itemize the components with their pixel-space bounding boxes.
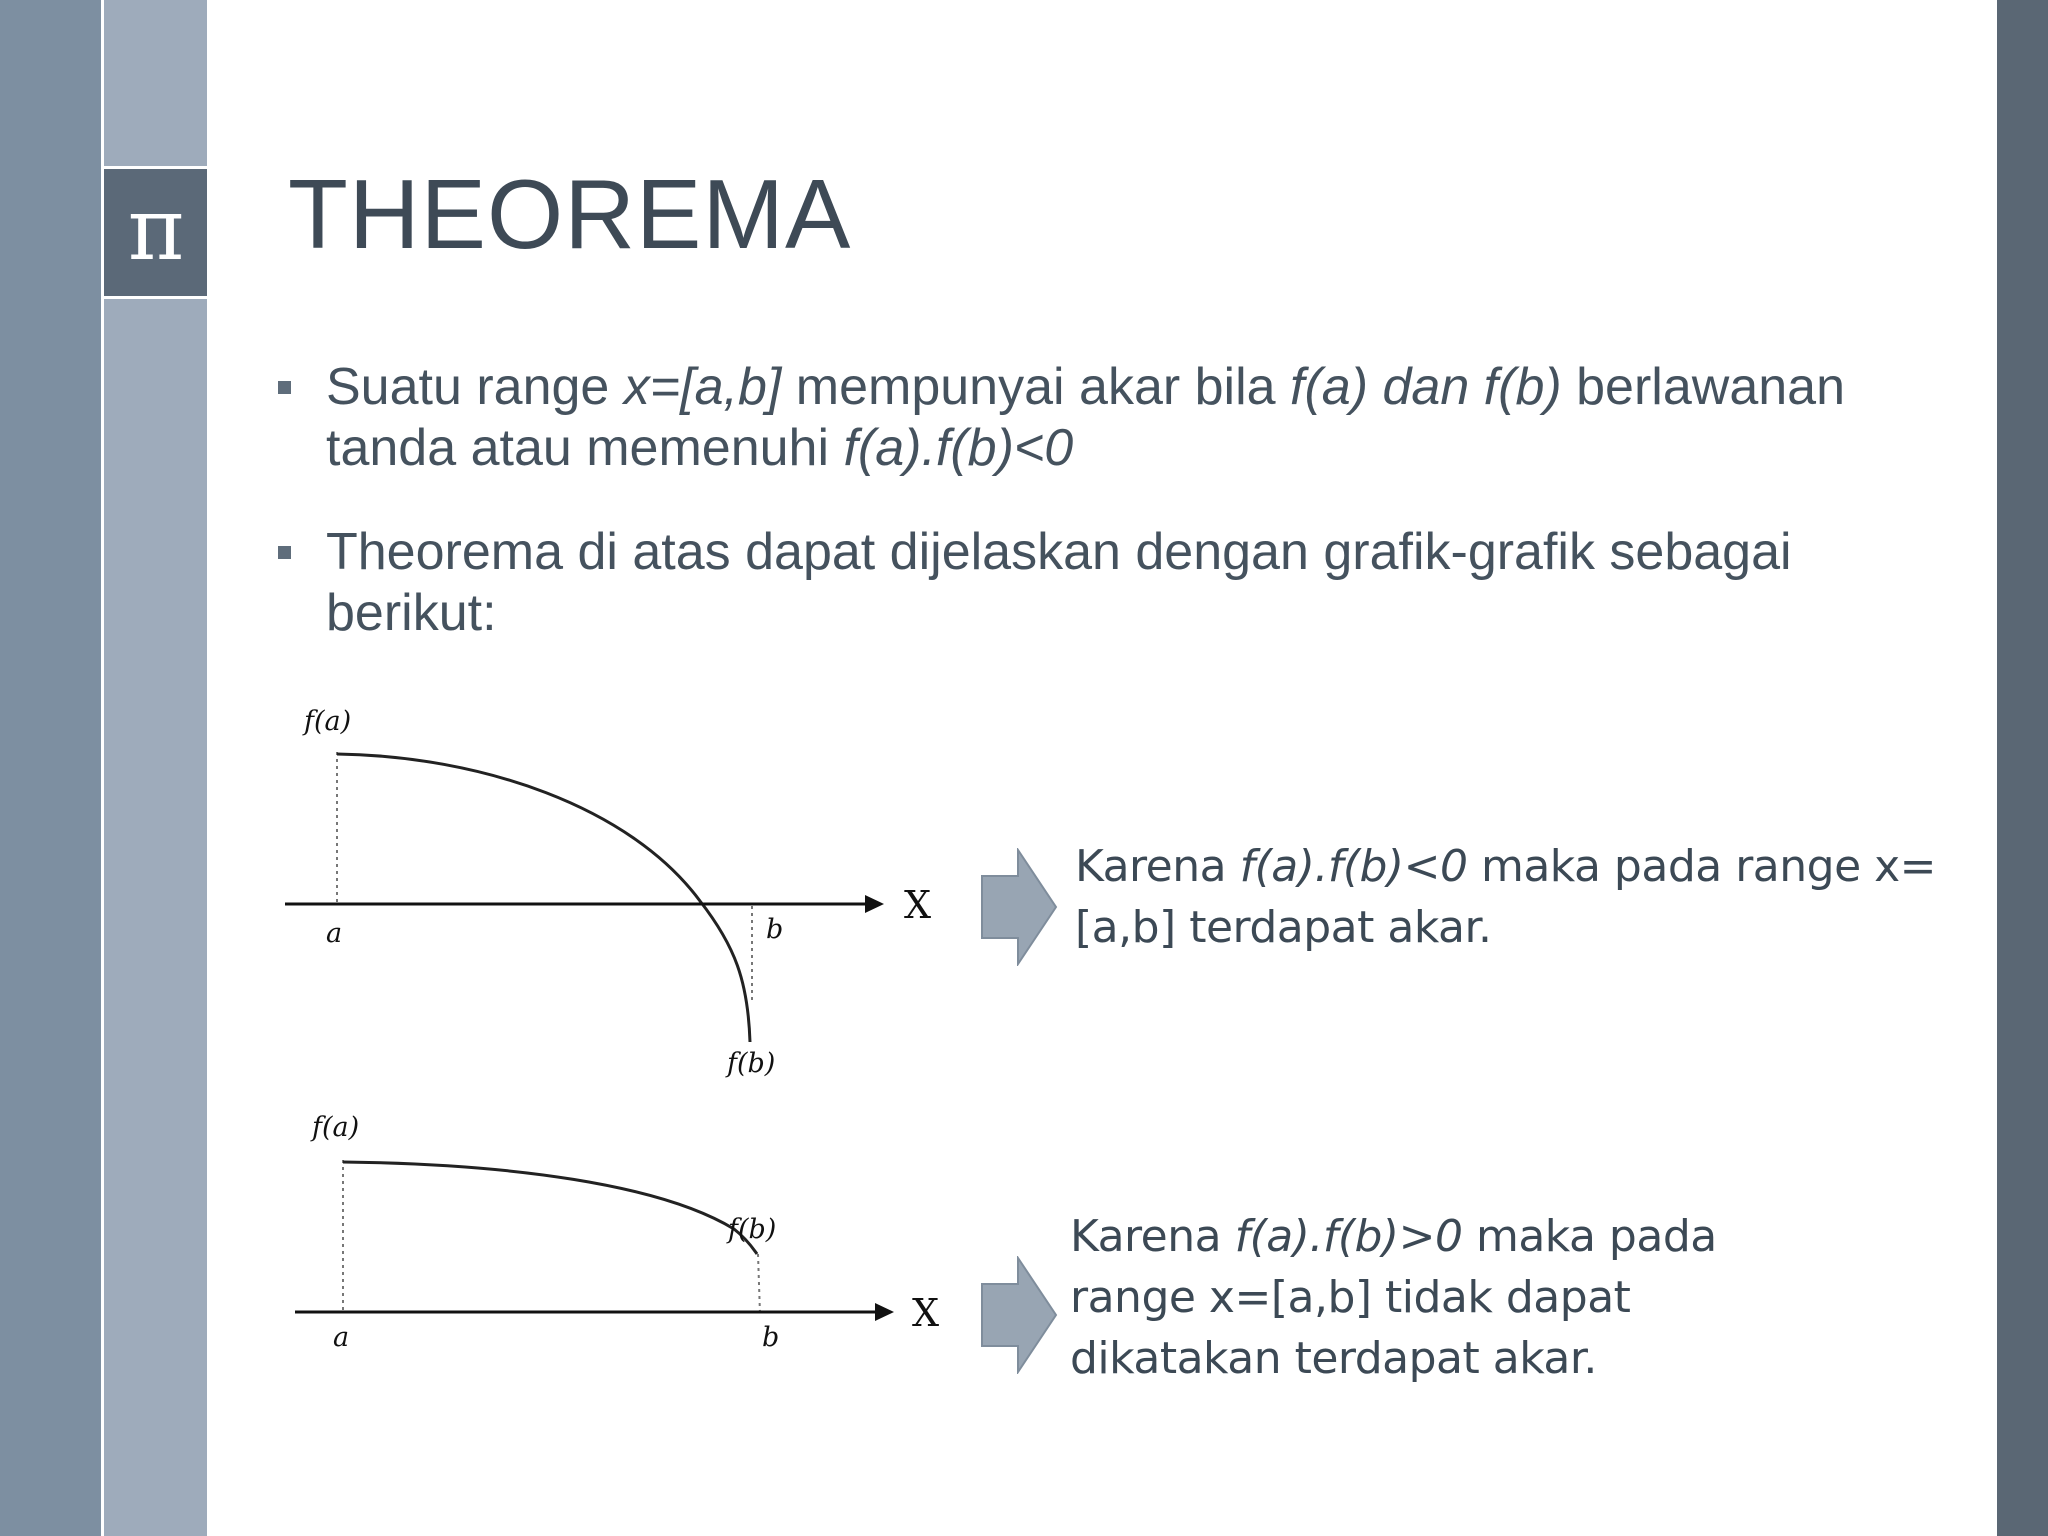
pi-badge	[104, 166, 207, 299]
right-dark-band	[1997, 0, 2048, 1536]
bullet-2	[326, 522, 1966, 644]
graph2-label-b: b	[762, 1322, 780, 1353]
graph1-label-b: b	[766, 914, 784, 945]
bullet-2-text: Theorema di atas dapat dijelaskan dengan grafik-grafik sebagai berikut:	[326, 523, 1792, 642]
square-bullet-icon	[278, 546, 291, 559]
caption-2: Karena f(a).f(b)>0 maka pada range x=[a,b] tidak dapat dikatakan terdapat akar.	[1070, 1211, 1717, 1384]
graph1-label-fa: f(a)	[304, 706, 352, 737]
graph2-label-fa: f(a)	[312, 1112, 360, 1143]
pi-symbol-icon	[121, 193, 191, 273]
bullet-1-text: Suatu range x=[a,b] mempunyai akar bila f(a) dan f(b) berlawanan tanda atau memenuhi f(a).f(b)<0	[326, 358, 1845, 477]
graph2-axis-label: X	[912, 1291, 940, 1335]
graph-sign-change	[280, 696, 960, 1096]
bullet-1	[326, 357, 1966, 479]
svg-text:π: π	[127, 192, 184, 273]
graph2-curve	[343, 1162, 757, 1254]
graph2-label-a: a	[333, 1322, 350, 1353]
caption-1: Karena f(a).f(b)<0 maka pada range x=[a,b] terdapat akar.	[1075, 841, 1937, 953]
graph1-label-a: a	[326, 918, 343, 949]
graph1-label-fb: f(b)	[727, 1048, 776, 1079]
slide-title: THEOREMA	[288, 159, 852, 269]
graph2-axis-arrowhead	[875, 1303, 894, 1321]
square-bullet-icon	[278, 381, 291, 394]
graph-same-sign	[280, 1104, 960, 1384]
graph1-axis-label: X	[904, 883, 932, 927]
right-block-arrow-icon	[980, 1256, 1060, 1374]
graph2-label-fb: f(b)	[728, 1214, 777, 1245]
graph1-curve	[337, 754, 750, 1042]
right-block-arrow-icon	[980, 848, 1060, 966]
graph1-axis-arrowhead	[865, 895, 884, 913]
graph2-dotted-line-b	[758, 1254, 760, 1314]
left-dark-band	[0, 0, 101, 1536]
